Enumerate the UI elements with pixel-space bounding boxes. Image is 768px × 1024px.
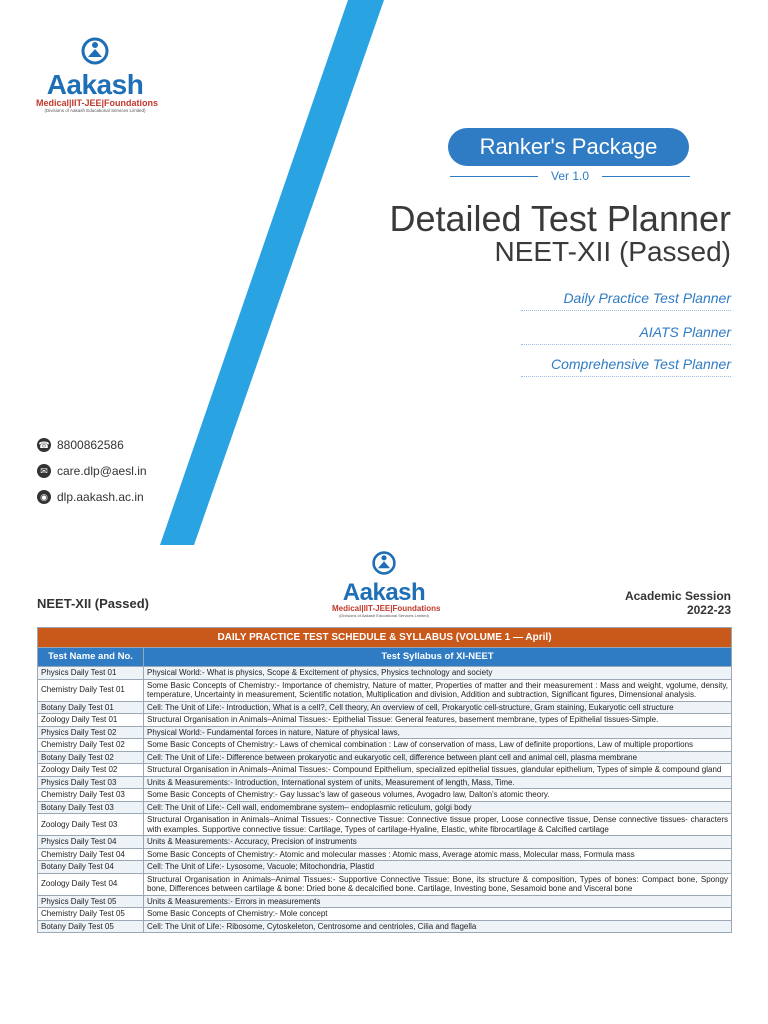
table-row: [38, 873, 732, 895]
syllabus-cell: Physical World:- What is physics, Scope & Excitement of physics, Physics technology and society: [144, 667, 732, 680]
phone-number: 8800862586: [57, 438, 124, 452]
test-name-cell: Physics Daily Test 02: [38, 726, 144, 739]
syllabus-cell: Some Basic Concepts of Chemistry:- Importance of chemistry, Nature of matter, Properties of matter and their measurement : Mass and weight, vgolume, density, temperature, Uncertainty in measurement, Scientific notation, Multiplication and division, Addition and subtraction, Significant figures, Dimensional analysis.: [144, 679, 732, 701]
table-row: [38, 848, 732, 861]
syllabus-cell: Physical World:- Fundamental forces in nature, Nature of physical laws,: [144, 726, 732, 739]
table-row: [38, 836, 732, 849]
test-name-cell: Physics Daily Test 05: [38, 895, 144, 908]
syllabus-cell: Some Basic Concepts of Chemistry:- Atomic and molecular masses : Atomic mass, Average atomic mass, Molecular mass, Formula mass: [144, 848, 732, 861]
table-row: [38, 714, 732, 727]
sheet-logo: [332, 550, 441, 618]
planner-link-aiats[interactable]: AIATS Planner: [639, 324, 731, 340]
contact-website[interactable]: [37, 490, 144, 504]
table-row: [38, 801, 732, 814]
syllabus-cell: Units & Measurements:- Errors in measurements: [144, 895, 732, 908]
schedule-page: [0, 545, 768, 1024]
phone-icon: ☎: [38, 440, 50, 450]
contact-phone[interactable]: [37, 438, 124, 452]
table-row: [38, 814, 732, 836]
email-icon: ✉: [37, 464, 51, 478]
table-row: [38, 726, 732, 739]
test-name-cell: Botany Daily Test 05: [38, 920, 144, 933]
column-header-test: Test Name and No.: [38, 648, 144, 667]
academic-session: [625, 589, 731, 617]
syllabus-cell: Some Basic Concepts of Chemistry:- Gay lussac's law of gaseous volumes, Avogadro law, Dalton's atomic theory.: [144, 789, 732, 802]
cover-logo: [36, 36, 159, 114]
test-name-cell: Physics Daily Test 01: [38, 667, 144, 680]
syllabus-cell: Cell: The Unit of Life:- Introduction, What is a cell?, Cell theory, An overview of cell, Prokaryotic cell-structure, Gram staining, Eukaryotic cell structure: [144, 701, 732, 714]
brand-division: (Divisions of Aakash Educational Services Limited): [44, 107, 146, 113]
session-label: Academic Session: [624, 589, 731, 603]
test-name-cell: Zoology Daily Test 02: [38, 764, 144, 777]
test-name-cell: Zoology Daily Test 01: [38, 714, 144, 727]
contact-email[interactable]: [37, 464, 147, 478]
table-row: [38, 667, 732, 680]
syllabus-cell: Cell: The Unit of Life:- Ribosome, Cytoskeleton, Centrosome and centrioles, Cilia and flagella: [144, 920, 732, 933]
table-row: [38, 764, 732, 777]
aakash-emblem-icon: [80, 36, 110, 66]
syllabus-cell: Cell: The Unit of Life:- Cell wall, endomembrane system– endoplasmic reticulum, golgi body: [144, 801, 732, 814]
planner-link-daily[interactable]: Daily Practice Test Planner: [563, 290, 731, 306]
aakash-emblem-icon: [371, 550, 397, 576]
test-name-cell: Chemistry Daily Test 04: [38, 848, 144, 861]
test-name-cell: Botany Daily Test 01: [38, 701, 144, 714]
syllabus-cell: Structural Organisation in Animals–Animal Tissues:- Compound Epithelium, specialized epithelial tissues, glandular epithelium, Types of simple & compound gland: [144, 764, 732, 777]
brand-tagline: Medical|IIT-JEE|Foundations: [36, 98, 159, 108]
syllabus-cell: Structural Organisation in Animals–Animal Tissues:- Epithelial Tissue: General features, basement membrane, types of Epithelial tissues-Simple.: [144, 714, 732, 727]
test-name-cell: Chemistry Daily Test 03: [38, 789, 144, 802]
syllabus-cell: Units & Measurements:- Accuracy, Precision of instruments: [144, 836, 732, 849]
syllabus-cell: Cell: The Unit of Life:- Lysosome, Vacuole; Mitochondria, Plastid: [144, 861, 732, 874]
package-badge: Ranker's Package: [448, 128, 689, 166]
test-name-cell: Botany Daily Test 03: [38, 801, 144, 814]
course-label: NEET-XII (Passed): [37, 596, 149, 611]
test-name-cell: Chemistry Daily Test 01: [38, 679, 144, 701]
brand-tagline: Medical|IIT-JEE|Foundations: [332, 604, 441, 613]
syllabus-cell: Cell: The Unit of Life:- Difference between prokaryotic and eukaryotic cell, difference between plant cell and animal cell, plasma membrane: [144, 751, 732, 764]
test-name-cell: Botany Daily Test 02: [38, 751, 144, 764]
brand-division: (Divisions of Aakash Educational Services Limited): [339, 612, 429, 618]
syllabus-cell: Some Basic Concepts of Chemistry:- Laws of chemical combination : Law of conservation of mass, Law of definite proportions, Law of multiple proportions: [144, 739, 732, 752]
table-row: [38, 908, 732, 921]
syllabus-cell: Some Basic Concepts of Chemistry:- Mole concept: [144, 908, 732, 921]
table-row: [38, 776, 732, 789]
session-year: 2022-23: [686, 603, 731, 617]
test-name-cell: Physics Daily Test 04: [38, 836, 144, 849]
version-text: Ver 1.0: [550, 169, 590, 183]
email-address: care.dlp@aesl.in: [57, 464, 147, 478]
web-icon: ◉: [37, 490, 51, 504]
brand-name: Aakash: [46, 69, 144, 100]
table-row: [38, 701, 732, 714]
planner-link-comprehensive[interactable]: Comprehensive Test Planner: [550, 356, 731, 372]
test-name-cell: Botany Daily Test 04: [38, 861, 144, 874]
table-row: [38, 895, 732, 908]
test-name-cell: Zoology Daily Test 04: [38, 873, 144, 895]
table-row: [38, 679, 732, 701]
cover-subtitle: NEET-XII (Passed): [494, 236, 731, 267]
brand-name: Aakash: [342, 579, 426, 606]
table-row: [38, 861, 732, 874]
table-caption: DAILY PRACTICE TEST SCHEDULE & SYLLABUS (VOLUME 1 — April): [38, 628, 732, 648]
table-row: [38, 739, 732, 752]
test-name-cell: Chemistry Daily Test 05: [38, 908, 144, 921]
test-name-cell: Chemistry Daily Test 02: [38, 739, 144, 752]
syllabus-cell: Structural Organisation in Animals–Animal Tissues:- Supportive Connective Tissue: Bone, its structure & composition, Types of bones: Compact bone, Spongy bone, Differences between cartilage & bone: Dried bone & decalcified bone. Cartilage, Investing bone, Sesamoid bone and Visceral bone: [144, 873, 732, 895]
test-name-cell: Zoology Daily Test 03: [38, 814, 144, 836]
column-header-syllabus: Test Syllabus of XI-NEET: [144, 648, 732, 667]
website-url: dlp.aakash.ac.in: [57, 490, 144, 504]
test-name-cell: Physics Daily Test 03: [38, 776, 144, 789]
table-row: [38, 789, 732, 802]
cover-title: Detailed Test Planner: [389, 198, 731, 239]
syllabus-cell: Units & Measurements:- Introduction, International system of units, Measurement of length, Mass, Time.: [144, 776, 732, 789]
table-row: [38, 920, 732, 933]
table-row: [38, 751, 732, 764]
schedule-table: [37, 627, 732, 933]
version-label: [450, 168, 690, 184]
syllabus-cell: Structural Organisation in Animals–Animal Tissues:- Connective Tissue: Connective tissue proper, Loose connective tissue, Dense connective tissues- characters with examples. Supportive connective tissue: Cartilage, Types of cartilage-Hyaline, Elastic, white fibrocartilage & Calcified cartilage: [144, 814, 732, 836]
